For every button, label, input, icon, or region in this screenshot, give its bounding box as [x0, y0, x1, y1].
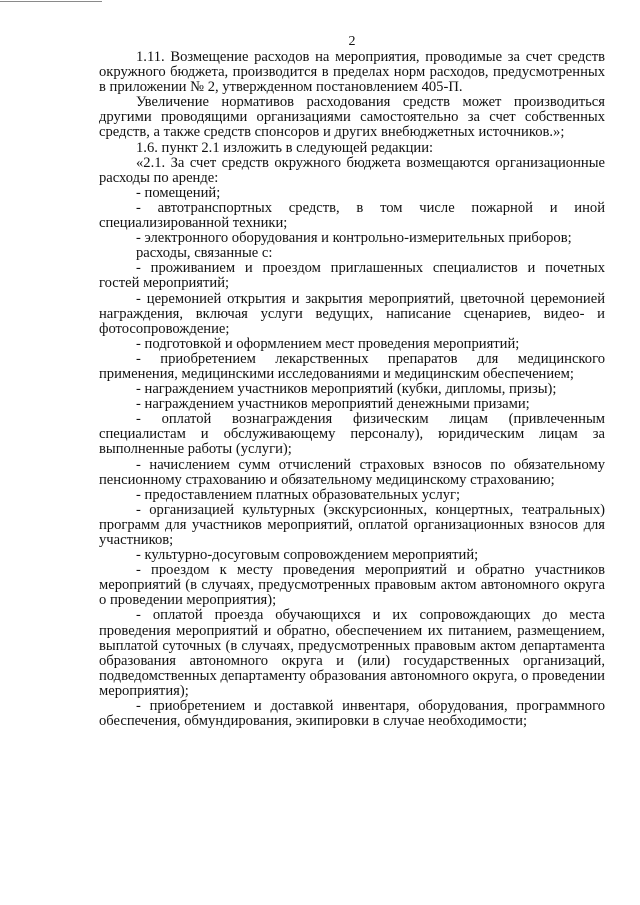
list-item: - оплатой проезда обучающихся и их сопровождающих до места проведения мероприятий и обратно, обеспечением их питанием, размещением, выплатой суточных (в случаях, предусмотренных правовым актом департамента образования автономного округа и (или) государственных организаций, подведомственных департаменту образования автономного округа, о проведении мероприятия); — [99, 607, 605, 699]
list-item: - приобретением лекарственных препаратов для медицинского применения, медицинскими исследованиями и медицинским обеспечением; — [99, 350, 605, 382]
list-item: - подготовкой и оформлением мест проведения мероприятий; — [136, 335, 520, 352]
list-item: - проездом к месту проведения мероприятий и обратно участников мероприятий (в случаях, предусмотренных правовым актом автономного округа о проведении мероприятия); — [99, 562, 605, 609]
list-item: - автотранспортных средств, в том числе пожарной и иной специализированной техники; — [99, 199, 605, 232]
paragraph-norms-increase: Увеличение нормативов расходования средств может производиться другими проводящими организациями самостоятельно за счет собственных средств, а также средств спонсоров и других внебюджетных источников.»; — [99, 94, 605, 141]
paragraph-expenses-related: расходы, связанные с: — [136, 245, 273, 262]
list-item: - награждением участников мероприятий денежными призами; — [136, 396, 530, 413]
list-item: - награждением участников мероприятий (кубки, дипломы, призы); — [136, 381, 557, 398]
list-item: - помещений; — [136, 184, 221, 201]
list-item: - начислением сумм отчислений страховых взносов по обязательному пенсионному страхованию и обязательному медицинскому страхованию; — [99, 456, 605, 488]
top-left-rule — [0, 1, 102, 2]
page-number: 2 — [348, 34, 356, 49]
list-item: - электронного оборудования и контрольно-измерительных приборов; — [136, 230, 572, 247]
paragraph-1-11: 1.11. Возмещение расходов на мероприятия, проводимые за счет средств окружного бюджета, производится в пределах норм расходов, предусмотренных в приложении № 2, утвержденном постановлением 405-П. — [99, 49, 605, 96]
document-body — [99, 50, 605, 729]
list-item: - организацией культурных (экскурсионных, концертных, театральных) программ для участников мероприятий, оплатой организационных взносов для участников; — [99, 501, 605, 548]
list-item: - оплатой вознаграждения физическим лицам (привлеченным специалистам и обслуживающему персоналу), юридическим лицам за выполненные работы (услуги); — [99, 411, 605, 458]
list-item: - культурно-досуговым сопровождением мероприятий; — [136, 547, 479, 564]
list-item: - приобретением и доставкой инвентаря, оборудования, программного обеспечения, обмундирования, экипировки в случае необходимости; — [99, 698, 605, 730]
list-item: - предоставлением платных образовательных услуг; — [136, 486, 461, 503]
list-item: - церемонией открытия и закрытия мероприятий, цветочной церемонией награждения, включая услуги ведущих, написание сценариев, видео- и фотосопровождение; — [99, 290, 605, 337]
paragraph-2-1: «2.1. За счет средств окружного бюджета возмещаются организационные расходы по аренде: — [99, 154, 605, 186]
list-item: - проживанием и проездом приглашенных специалистов и почетных гостей мероприятий; — [99, 260, 605, 292]
paragraph-1-6: 1.6. пункт 2.1 изложить в следующей редакции: — [136, 139, 434, 156]
